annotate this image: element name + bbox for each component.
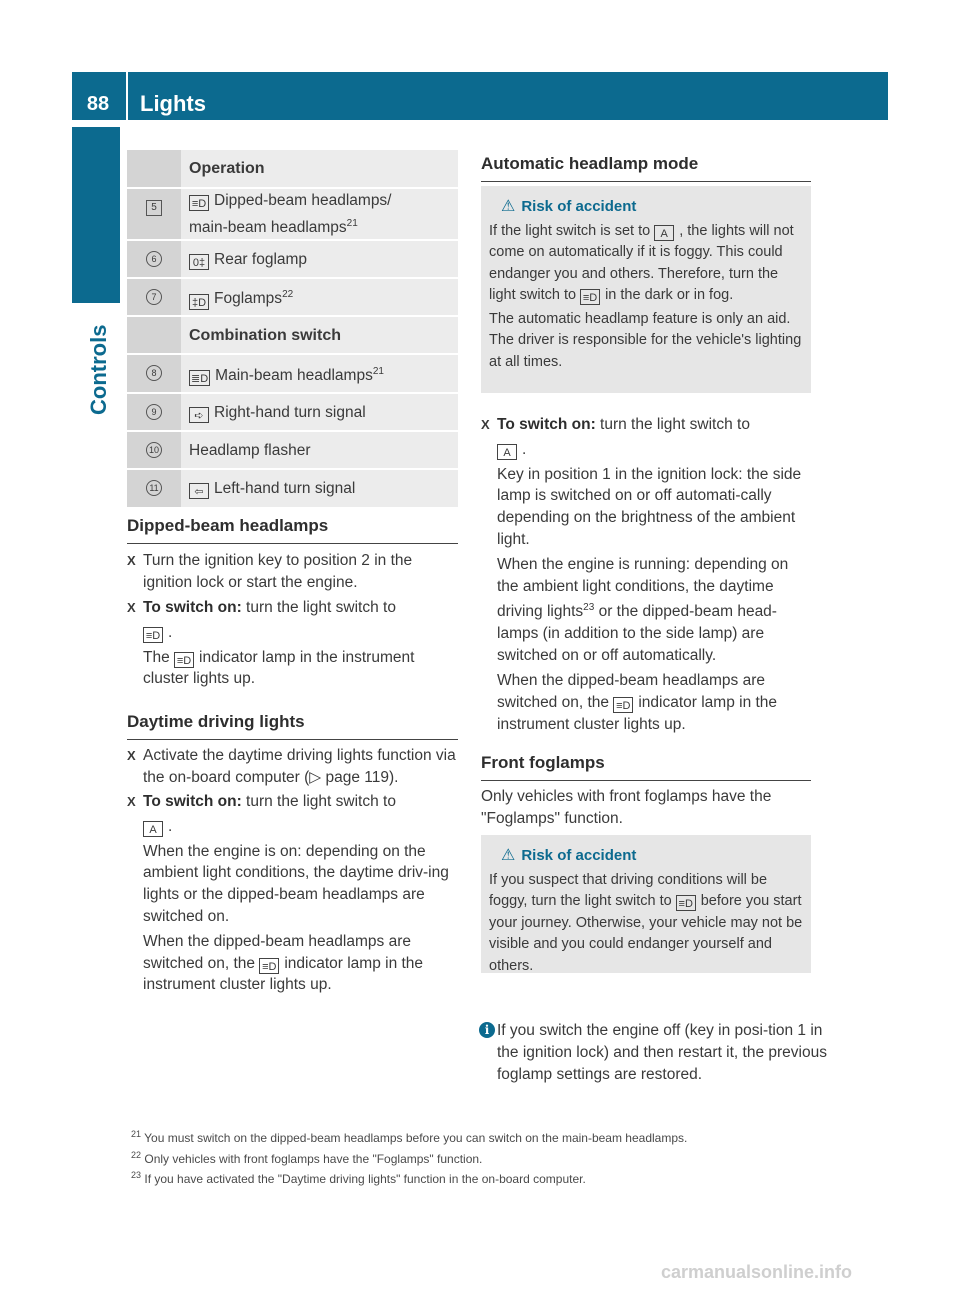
footnote-21: $^{21}$ You must switch on the dipped-beam headlamps before you can switch on the main-beam headlamps. [131, 1129, 688, 1145]
page-title: Lights [140, 91, 206, 116]
callout-number: 10 [146, 442, 162, 458]
step-arrow-icon: X [127, 600, 136, 615]
row-number [127, 432, 181, 468]
warning-triangle-icon: ⚠ [501, 198, 516, 215]
table-subheader-row [127, 317, 458, 355]
operation-table [127, 150, 458, 509]
warning-box-2: ⚠ Risk of accident If you suspect that driving conditions will be foggy, turn the light switch to ≡D before you start your journey. Otherwise, your vehicle may not be visible and you could endanger yourself and others. [481, 835, 811, 973]
dipped-beam-icon: ≡D [613, 697, 633, 713]
front-foglamps-heading: Front foglamps [481, 753, 811, 781]
foglamps-paragraph: Only vehicles with front foglamps have the "Foglamps" function. [481, 788, 772, 827]
section-label: Controls [86, 324, 111, 415]
step-arrow-icon: X [127, 794, 136, 809]
page-number: 88 [86, 93, 110, 115]
row-label: Dipped-beam headlamps/ main-beam headlamps [189, 191, 392, 237]
footnote-22: $^{22}$ Only vehicles with front foglamps have the "Foglamps" function. [131, 1150, 483, 1166]
row-number [127, 189, 181, 239]
auto-headlamp-icon: A [654, 225, 674, 241]
function-icon: ≡D [189, 195, 209, 211]
step-arrow-icon: X [127, 553, 136, 568]
table-row [127, 241, 458, 279]
dipped-beam-icon: ≡D [143, 627, 163, 643]
callout-number: 7 [146, 289, 162, 305]
row-number [127, 355, 181, 392]
function-icon: ‡D [189, 294, 209, 310]
table-row [127, 470, 458, 509]
footnote-ref: 22 [282, 289, 294, 301]
auto-headlamp-icon: A [143, 821, 163, 837]
section-sidebar [72, 127, 120, 303]
daytime-step-2: X To switch on: turn the light switch to A . When the engine is on: depending on the ambient light conditions, the daytime driv-ing lights or the dipped-beam headlamps are switched on. When the dipped-beam headlamps are switched on, the ≡D indicator lamp in the instrument cluster lights up. [127, 793, 449, 994]
row-label: Left-hand turn signal [214, 480, 356, 497]
auto-headlamp-icon: A [497, 444, 517, 460]
callout-number: 6 [146, 251, 162, 267]
dipped-step-1: X Turn the ignition key to position 2 in the ignition lock or start the engine. [127, 552, 413, 591]
callout-number: 5 [146, 200, 162, 216]
warning-triangle-icon: ⚠ [501, 847, 516, 864]
row-label: Rear foglamp [214, 250, 308, 268]
callout-number: 9 [146, 404, 162, 420]
function-icon: ➪ [189, 407, 209, 423]
auto-headlamp-heading: Automatic headlamp mode [481, 154, 811, 182]
row-number [127, 241, 181, 277]
dipped-beam-icon: ≡D [259, 958, 279, 974]
info-note: i If you switch the engine off (key in posi-tion 1 in the ignition lock) and then restart it, the previous foglamp settings are restored. [481, 1020, 829, 1085]
row-label: Combination switch [189, 326, 341, 344]
dipped-beam-icon: ≡D [580, 289, 600, 305]
footnote-ref: 21 [372, 365, 384, 377]
info-icon: i [479, 1022, 495, 1038]
table-row [127, 189, 458, 241]
row-label: Foglamps [214, 290, 283, 308]
dipped-step-2: X To switch on: turn the light switch to ≡D . The ≡D indicator lamp in the instrument cluster lights up. [127, 599, 415, 688]
table-row [127, 432, 458, 470]
row-label: Headlamp flasher [189, 441, 311, 459]
row-number [127, 394, 181, 430]
step-arrow-icon: X [481, 417, 490, 432]
table-header: Operation [181, 150, 458, 187]
footnote-ref: 21 [346, 217, 358, 229]
daytime-heading: Daytime driving lights [127, 712, 458, 740]
page-header [72, 72, 888, 120]
dipped-beam-heading: Dipped-beam headlamps [127, 516, 458, 544]
row-number [127, 279, 181, 315]
table-row [127, 394, 458, 432]
row-number [127, 317, 181, 353]
row-number [127, 470, 181, 507]
function-icon: ⇦ [189, 483, 209, 499]
auto-step: X To switch on: turn the light switch to A . Key in position 1 in the ignition lock: the side lamp is switched on or off automati-cally depending on the brightness of the ambient light. When the engine is running: depending on the ambient light conditions, the daytime driving lights$^{23}$ or the dipped-beam head-lamps (in addition to the side lamp) are switched on or off automatically. When the dipped-beam headlamps are switched on, the ≡D indicator lamp in the instrument cluster lights up. [481, 416, 802, 733]
header-divider [126, 72, 128, 120]
table-header-row [127, 150, 458, 189]
row-label: Right-hand turn signal [214, 403, 366, 421]
table-row [127, 279, 458, 317]
row-label: Main-beam headlamps [215, 367, 373, 385]
dipped-beam-icon: ≡D [174, 652, 194, 668]
step-arrow-icon: X [127, 748, 136, 763]
function-icon: 0‡ [189, 254, 209, 270]
table-row [127, 355, 458, 394]
callout-number: 11 [146, 480, 162, 496]
callout-number: 8 [146, 365, 162, 381]
dipped-beam-icon: ≡D [676, 895, 696, 911]
function-icon: ≣D [189, 370, 210, 386]
watermark: carmanualsonline.info [661, 1262, 853, 1282]
warning-box-1: ⚠ Risk of accident If the light switch is set to A , the lights will not come on automatically if it is foggy. This could endanger you and others. Therefore, turn the light switch to ≡D in the dark or in fog. The automatic headlamp feature is only an aid. The driver is responsible for the vehicle's lighting at all times. [481, 186, 811, 393]
footnote-23: $^{23}$ If you have activated the "Daytime driving lights" function in the on-board computer. [131, 1170, 586, 1186]
daytime-step-1: X Activate the daytime driving lights function via the on-board computer (▷ page 119). [127, 747, 456, 786]
